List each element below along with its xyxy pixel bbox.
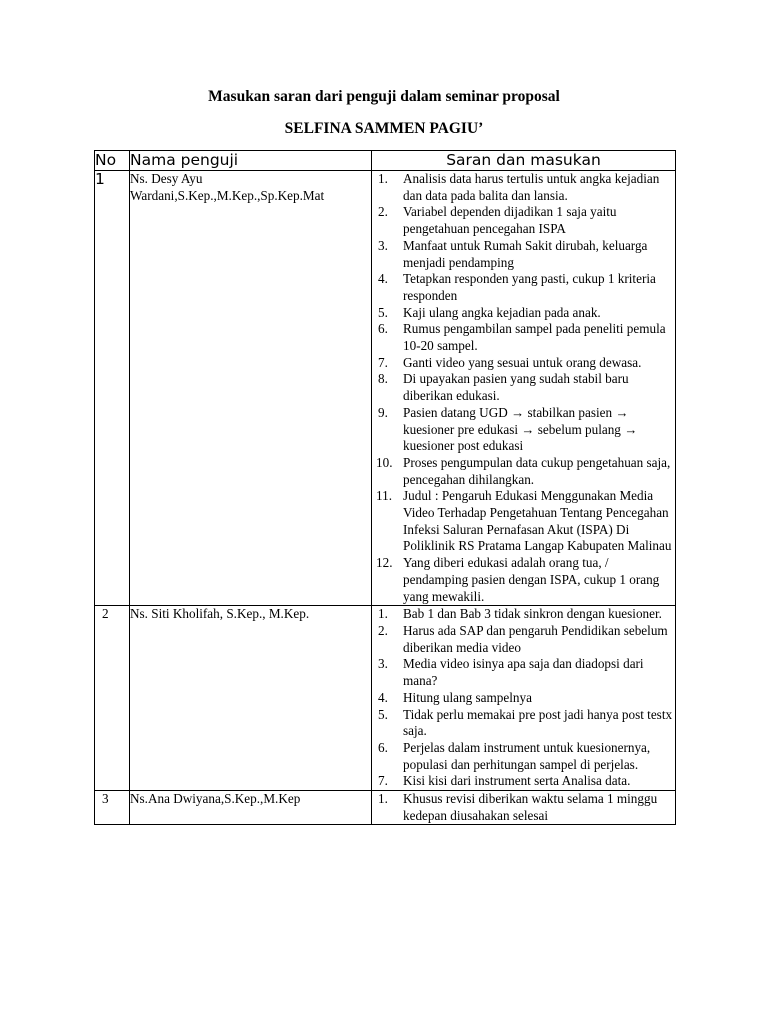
row-number: 1: [95, 171, 130, 606]
suggestion-text: Hitung ulang sampelnya: [403, 689, 532, 705]
suggestion-text: Judul : Pengaruh Edukasi Menggunakan Media Video Terhadap Pengetahuan Tentang Pencegahan Infeksi Saluran Pernafasan Akut (ISPA) Di Poliklinik RS Pratama Langap Kabupaten Malinau: [403, 488, 672, 554]
suggestion-text: Harus ada SAP dan pengaruh Pendidikan sebelum diberikan media video: [403, 622, 668, 655]
suggestion-text: Perjelas dalam instrument untuk kuesionernya, populasi dan perhitungan sampel di perjelas.: [403, 739, 651, 772]
examiner-name: Ns.Ana Dwiyana,S.Kep.,M.Kep: [130, 791, 372, 825]
suggestion-text: Manfaat untuk Rumah Sakit dirubah, keluarga menjadi pendamping: [403, 237, 648, 270]
suggestion-item: 1. Khusus revisi diberikan waktu selama 1 minggu kedepan diusahakan selesai: [378, 791, 658, 823]
suggestion-text: Bab 1 dan Bab 3 tidak sinkron dengan kuesioner.: [403, 606, 662, 622]
suggestion-item: 10. Proses pengumpulan data cukup pengetahuan saja, pencegahan dihilangkan.: [376, 454, 671, 487]
suggestion-item: 8. Di upayakan pasien yang sudah stabil baru diberikan edukasi.: [378, 371, 629, 404]
suggestion-list-cell: [372, 171, 676, 606]
suggestion-text: Tidak perlu memakai pre post jadi hanya post testx saja.: [403, 706, 673, 739]
suggestion-item: 3. Manfaat untuk Rumah Sakit dirubah, keluarga menjadi pendamping: [378, 237, 648, 270]
suggestion-item: 6. Rumus pengambilan sampel pada peneliti pemula 10-20 sampel.: [378, 321, 666, 354]
suggestion-text: Ganti video yang sesuai untuk orang dewasa.: [403, 354, 642, 370]
suggestion-text: Kaji ulang angka kejadian pada anak.: [403, 304, 601, 320]
row-number: 3: [95, 791, 130, 825]
examiner-name: Ns. Siti Kholifah, S.Kep., M.Kep.: [130, 606, 372, 791]
table-row: [95, 171, 676, 606]
suggestion-text: Proses pengumpulan data cukup pengetahuan saja, pencegahan dihilangkan.: [403, 454, 671, 487]
suggestion-item: 4. Hitung ulang sampelnya: [378, 689, 532, 705]
header-examiner: Nama penguji: [130, 151, 372, 171]
suggestion-item: 12. Yang diberi edukasi adalah orang tua, / pendamping pasien dengan ISPA, cukup 1 orang yang mewakili.: [376, 555, 660, 604]
student-name: SELFINA SAMMEN PAGIU’: [284, 120, 484, 137]
table-header-row: [95, 151, 676, 171]
suggestion-text: Pasien datang UGD → stabilkan pasien → kuesioner pre edukasi → sebelum pulang → kuesioner post edukasi: [403, 404, 638, 454]
suggestion-list: [372, 171, 675, 605]
suggestion-text: Analisis data harus tertulis untuk angka kejadian dan data pada balita dan lansia.: [403, 171, 660, 203]
suggestion-item: 3. Media video isinya apa saja dan diadopsi dari mana?: [378, 656, 644, 689]
suggestion-text: Media video isinya apa saja dan diadopsi dari mana?: [403, 656, 644, 689]
document-title: Masukan saran dari penguji dalam seminar proposal: [208, 88, 560, 105]
suggestion-text: Rumus pengambilan sampel pada peneliti pemula 10-20 sampel.: [403, 321, 666, 354]
suggestion-list-cell: [372, 791, 676, 825]
suggestion-item: 5. Kaji ulang angka kejadian pada anak.: [378, 304, 601, 320]
suggestion-text: Yang diberi edukasi adalah orang tua, / pendamping pasien dengan ISPA, cukup 1 orang yang mewakili.: [403, 555, 660, 604]
header-suggestions: Saran dan masukan: [372, 151, 676, 171]
table-row: [95, 791, 676, 825]
revision-table: [94, 150, 676, 825]
suggestion-item: 6. Perjelas dalam instrument untuk kuesionernya, populasi dan perhitungan sampel di perjelas.: [378, 739, 651, 772]
suggestion-text: Variabel dependen dijadikan 1 saja yaitu pengetahuan pencegahan ISPA: [403, 204, 617, 237]
suggestion-item: 7. Ganti video yang sesuai untuk orang dewasa.: [378, 354, 642, 370]
suggestion-item: 7. Kisi kisi dari instrument serta Analisa data.: [378, 773, 631, 789]
suggestion-text: Khusus revisi diberikan waktu selama 1 minggu kedepan diusahakan selesai: [403, 791, 658, 823]
examiner-name: Ns. Desy Ayu Wardani,S.Kep.,M.Kep.,Sp.Kep.Mat: [130, 171, 372, 606]
table-row: [95, 606, 676, 791]
suggestion-item: 1. Bab 1 dan Bab 3 tidak sinkron dengan kuesioner.: [378, 606, 662, 622]
suggestion-item: 9. Pasien datang UGD → stabilkan pasien → kuesioner pre edukasi → sebelum pulang → kuesioner post edukasi: [378, 404, 638, 454]
suggestion-item: 2. Harus ada SAP dan pengaruh Pendidikan sebelum diberikan media video: [378, 622, 668, 655]
suggestion-item: 11. Judul : Pengaruh Edukasi Menggunakan Media Video Terhadap Pengetahuan Tentang Pencegahan Infeksi Saluran Pernafasan Akut (ISPA) Di Poliklinik RS Pratama Langap Kabupaten Malinau: [376, 488, 672, 554]
suggestion-item: 4. Tetapkan responden yang pasti, cukup 1 kriteria responden: [378, 271, 656, 303]
suggestion-item: 5. Tidak perlu memakai pre post jadi hanya post testx saja.: [378, 706, 673, 739]
suggestion-text: Di upayakan pasien yang sudah stabil baru diberikan edukasi.: [403, 371, 629, 404]
suggestion-list: [372, 791, 675, 824]
header-no: No: [95, 151, 130, 171]
suggestion-item: 2. Variabel dependen dijadikan 1 saja yaitu pengetahuan pencegahan ISPA: [378, 204, 617, 237]
suggestion-item: 1. Analisis data harus tertulis untuk angka kejadian dan data pada balita dan lansia.: [378, 171, 660, 203]
suggestion-list: [372, 606, 675, 790]
suggestion-text: Kisi kisi dari instrument serta Analisa data.: [403, 773, 631, 789]
row-number: 2: [95, 606, 130, 791]
suggestion-text: Tetapkan responden yang pasti, cukup 1 kriteria responden: [403, 271, 656, 303]
suggestion-list-cell: [372, 606, 676, 791]
